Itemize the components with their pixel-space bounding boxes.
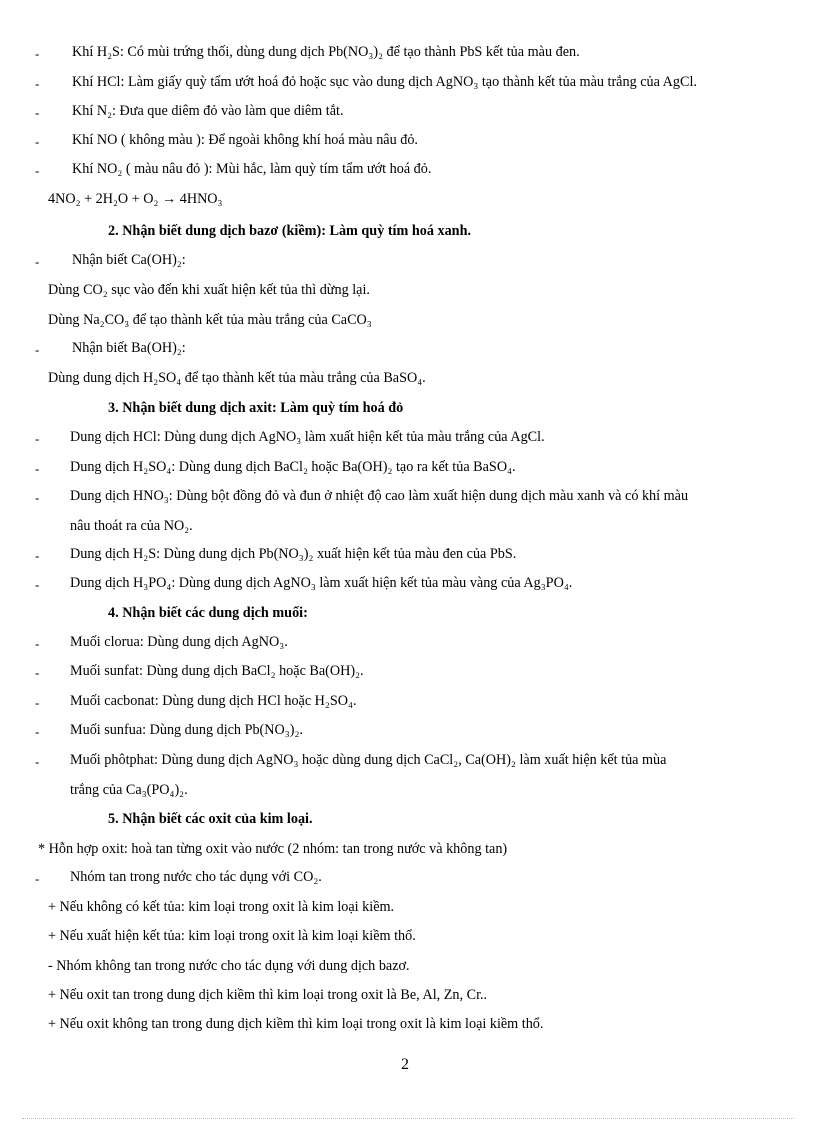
bullet: - bbox=[35, 342, 40, 357]
line-khong-ket-tua: + Nếu không có kết tủa: kim loại trong oxit là kim loại kiềm. bbox=[48, 899, 395, 915]
bullet: - bbox=[35, 636, 40, 651]
line-hno3-acid: Dung dịch HNO₃: Dùng bột đồng đỏ và đun ở nhiệt độ cao làm xuất hiện dung dịch màu xanh và có khí màu bbox=[70, 488, 689, 504]
bullet: - bbox=[35, 695, 40, 710]
line-no2-gas: Khí NO₂ ( màu nâu đỏ ): Mùi hắc, làm quỳ tím tẩm ướt hoá đỏ. bbox=[72, 161, 432, 177]
line-h2so4-acid: Dung dịch H₂SO₄: Dùng dung dịch BaCl₂ hoặc Ba(OH)₂ tạo ra kết tủa BaSO₄. bbox=[70, 459, 516, 475]
line-hcl-acid: Dung dịch HCl: Dùng dung dịch AgNO₃ làm xuất hiện kết tủa màu trắng của AgCl. bbox=[70, 429, 545, 445]
bullet: - bbox=[35, 105, 40, 120]
line-nhom-tan: Nhóm tan trong nước cho tác dụng với CO₂. bbox=[70, 869, 322, 885]
bullet: - bbox=[35, 163, 40, 178]
bullet: - bbox=[35, 46, 40, 61]
heading-muoi: 4. Nhận biết các dung dịch muối: bbox=[108, 605, 308, 621]
bullet: - bbox=[35, 76, 40, 91]
line-oxit-khong-tan: + Nếu oxit không tan trong dung dịch kiềm thì kim loại trong oxit là kim loại kiềm thổ. bbox=[48, 1016, 544, 1032]
line-nhom-khong-tan: - Nhóm không tan trong nước cho tác dụng với dung dịch bazơ. bbox=[48, 958, 410, 974]
page-number: 2 bbox=[401, 1056, 409, 1073]
line-h2s-acid: Dung dịch H₂S: Dùng dung dịch Pb(NO₃)₂ xuất hiện kết tủa màu đen của PbS. bbox=[70, 546, 517, 562]
line-oxit-tan: + Nếu oxit tan trong dung dịch kiềm thì kim loại trong oxit là Be, Al, Zn, Cr.. bbox=[48, 987, 488, 1003]
line-cacbonat: Muối cacbonat: Dùng dung dịch HCl hoặc H₂SO₄. bbox=[70, 693, 357, 709]
line-sunfua: Muối sunfua: Dùng dung dịch Pb(NO₃)₂. bbox=[70, 722, 303, 738]
line-sunfat: Muối sunfat: Dùng dung dịch BaCl₂ hoặc Ba(OH)₂. bbox=[70, 663, 364, 679]
bullet: - bbox=[35, 548, 40, 563]
line-hcl-gas: Khí HCl: Làm giấy quỳ tẩm ướt hoá đỏ hoặc sục vào dung dịch AgNO₃ tạo thành kết tủa màu trắng của AgCl. bbox=[72, 74, 697, 90]
heading-oxit: 5. Nhận biết các oxit của kim loại. bbox=[108, 811, 313, 827]
line-na2co3: Dùng Na₂CO₃ để tạo thành kết tủa màu trắng của CaCO₃ bbox=[48, 312, 372, 328]
line-photphat: Muối phôtphat: Dùng dung dịch AgNO₃ hoặc dùng dung dịch CaCl₂, Ca(OH)₂ làm xuất hiện kết tủa mùa bbox=[70, 752, 667, 768]
line-h2s-gas: Khí H₂S: Có mùi trứng thối, dùng dung dịch Pb(NO₃)₂ để tạo thành PbS kết tủa màu đen. bbox=[72, 44, 580, 60]
line-no-gas: Khí NO ( không màu ): Để ngoài không khí hoá màu nâu đỏ. bbox=[72, 132, 418, 148]
bullet: - bbox=[35, 754, 40, 769]
bullet: - bbox=[35, 577, 40, 592]
bullet: - bbox=[35, 134, 40, 149]
line-hon-hop-oxit: * Hỗn hợp oxit: hoà tan từng oxit vào nước (2 nhóm: tan trong nước và không tan) bbox=[38, 841, 508, 857]
equation-no2: 4NO₂ + 2H₂O + O₂ → 4HNO₃ bbox=[48, 191, 223, 207]
bullet: - bbox=[35, 724, 40, 739]
line-photphat-cont: trắng của Ca₃(PO₄)₂. bbox=[70, 782, 188, 798]
line-n2-gas: Khí N₂: Đưa que diêm đỏ vào làm que diêm tắt. bbox=[72, 103, 344, 119]
line-h3po4-acid: Dung dịch H₃PO₄: Dùng dung dịch AgNO₃ làm xuất hiện kết tủa màu vàng của Ag₃PO₄. bbox=[70, 575, 573, 591]
line-hno3-cont: nâu thoát ra của NO₂. bbox=[70, 518, 193, 534]
bullet: - bbox=[35, 490, 40, 505]
line-co2: Dùng CO₂ sục vào đến khi xuất hiện kết tủa thì dừng lại. bbox=[48, 282, 370, 298]
bullet: - bbox=[35, 871, 40, 886]
bullet: - bbox=[35, 254, 40, 269]
heading-axit: 3. Nhận biết dung dịch axit: Làm quỳ tím hoá đỏ bbox=[108, 400, 404, 416]
line-h2so4: Dùng dung dịch H₂SO₄ để tạo thành kết tủa màu trắng của BaSO₄. bbox=[48, 370, 426, 386]
page-bottom-divider bbox=[22, 1118, 794, 1119]
line-baoh2: Nhận biết Ba(OH)₂: bbox=[72, 340, 186, 356]
bullet: - bbox=[35, 665, 40, 680]
bullet: - bbox=[35, 461, 40, 476]
heading-bazo: 2. Nhận biết dung dịch bazơ (kiềm): Làm quỳ tím hoá xanh. bbox=[108, 223, 472, 239]
line-caoh2: Nhận biết Ca(OH)₂: bbox=[72, 252, 186, 268]
line-xuat-hien-ket-tua: + Nếu xuất hiện kết tủa: kim loại trong oxit là kim loại kiềm thổ. bbox=[48, 928, 416, 944]
bullet: - bbox=[35, 431, 40, 446]
line-clorua: Muối clorua: Dùng dung dịch AgNO₃. bbox=[70, 634, 288, 650]
